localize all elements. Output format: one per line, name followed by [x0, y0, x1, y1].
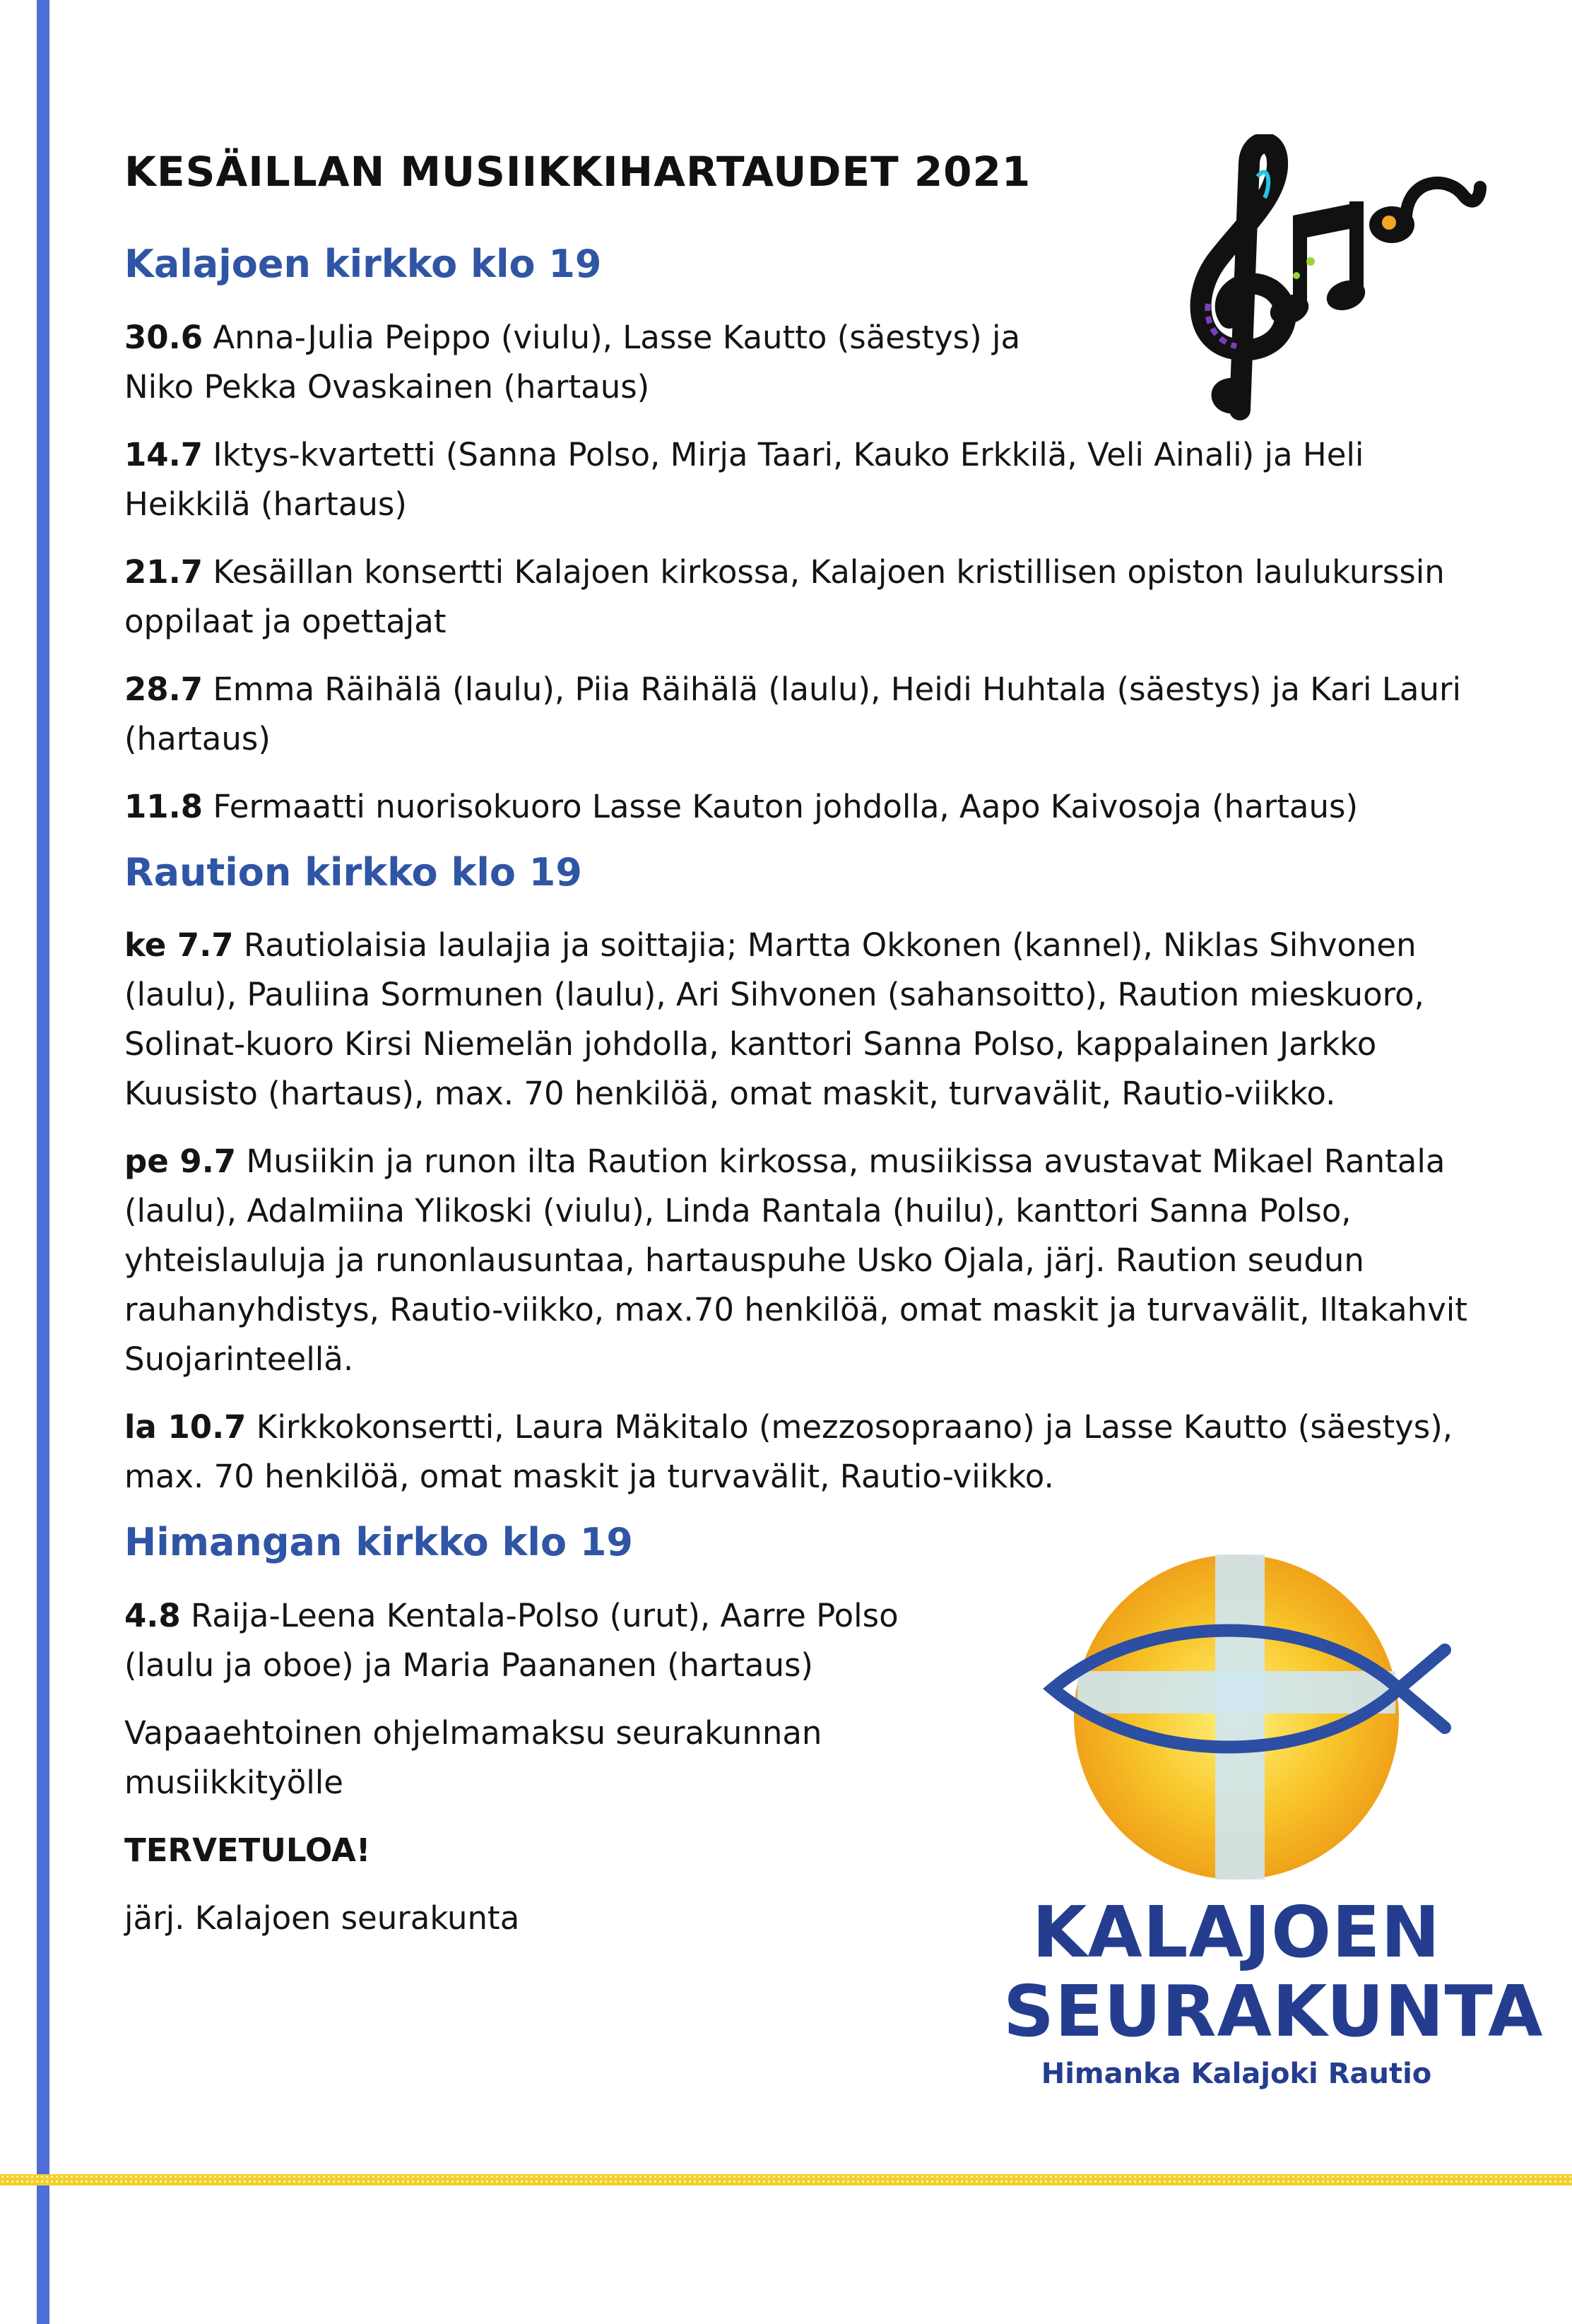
event-text: Fermaatti nuorisokuoro Lasse Kauton johdolla, Aapo Kaivosoja (hartaus) — [203, 787, 1359, 825]
event-date: 30.6 — [124, 318, 203, 356]
event-text: Kirkkokonsertti, Laura Mäkitalo (mezzosopraano) ja Lasse Kautto (säestys), max. 70 henkilöä, omat maskit ja turvavälit, Rautio-viikko. — [124, 1408, 1453, 1496]
event-entry — [124, 1591, 972, 1690]
bottom-dotted-rule — [0, 2174, 1572, 2186]
event-date: 11.8 — [124, 787, 203, 825]
event-text: Emma Räihälä (laulu), Piia Räihälä (laulu), Heidi Huhtala (säestys) ja Kari Lauri (hartaus) — [124, 670, 1462, 757]
logo-line-3: Himanka Kalajoki Rautio — [1041, 2058, 1432, 2090]
event-entry — [124, 1137, 1481, 1384]
program-fee-note: Vapaaehtoinen ohjelmamaksu seurakunnan musiikkityölle — [124, 1714, 822, 1802]
section-kalajoki — [124, 242, 1481, 832]
event-entry — [124, 921, 1481, 1119]
event-text: Rautiolaisia laulajia ja soittajia; Martta Okkonen (kannel), Niklas Sihvonen (laulu), Pauliina Sormunen (laulu), Ari Sihvonen (sahansoitto), Raution mieskuoro, Solinat-kuoro Kirsi Niemelän johdolla, kanttori Sanna Polso, kappalainen Jarkko Kuusisto (hartaus), max. 70 henkilöä, omat maskit, turvavälit, Rautio-viikko. — [124, 926, 1424, 1113]
event-date: 21.7 — [124, 553, 203, 591]
event-text: Iktys-kvartetti (Sanna Polso, Mirja Taari, Kauko Erkkilä, Veli Ainali) ja Heli Heikkilä (hartaus) — [124, 435, 1364, 523]
event-entry — [124, 548, 1481, 647]
event-date: 4.8 — [124, 1597, 181, 1635]
event-entry — [124, 782, 1481, 832]
section-heading: Raution kirkko klo 19 — [124, 849, 582, 895]
event-text: Raija-Leena Kentala-Polso (urut), Aarre Polso (laulu ja oboe) ja Maria Paananen (hartaus) — [124, 1597, 899, 1685]
logo-line-2: SEURAKUNTA — [1003, 1970, 1544, 2053]
event-entry — [124, 665, 1481, 764]
section-heading: Kalajoen kirkko klo 19 — [124, 241, 602, 286]
fish-cross-logo-icon — [1003, 1544, 1470, 1883]
organizer-text: järj. Kalajoen seurakunta — [124, 1899, 520, 1937]
event-entry — [124, 313, 1085, 412]
event-date: pe 9.7 — [124, 1143, 237, 1181]
left-accent-bar — [37, 0, 49, 2324]
event-entry — [124, 430, 1481, 529]
event-date: ke 7.7 — [124, 926, 234, 965]
event-text: Anna-Julia Peippo (viulu), Lasse Kautto (säestys) ja Niko Pekka Ovaskainen (hartaus) — [124, 318, 1021, 406]
event-date: 28.7 — [124, 670, 203, 708]
section-rautio — [124, 850, 1481, 1502]
event-entry — [124, 1403, 1481, 1502]
event-text: Kesäillan konsertti Kalajoen kirkossa, Kalajoen kristillisen opiston laulukurssin oppilaat ja opettajat — [124, 553, 1445, 640]
event-date: la 10.7 — [124, 1408, 247, 1446]
section-heading: Himangan kirkko klo 19 — [124, 1520, 633, 1565]
event-date: 14.7 — [124, 435, 203, 473]
welcome-text: TERVETULOA! — [124, 1832, 371, 1870]
page-title: KESÄILLAN MUSIIKKIHARTAUDET 2021 — [124, 148, 1032, 196]
event-text: Musiikin ja runon ilta Raution kirkossa, musiikissa avustavat Mikael Rantala (laulu), Adalmiina Ylikoski (viulu), Linda Rantala (huilu), kanttori Sanna Polso, yhteislauluja ja runonlausuntaa, hartauspuhe Usko Ojala, järj. Raution seudun rauhanyhdistys, Rautio-viikko, max.70 henkilöä, omat maskit ja turvavälit, Iltakahvit Suojarinteellä. — [124, 1143, 1467, 1379]
logo-line-1: KALAJOEN — [1032, 1891, 1441, 1974]
parish-logo — [1003, 1544, 1544, 2090]
